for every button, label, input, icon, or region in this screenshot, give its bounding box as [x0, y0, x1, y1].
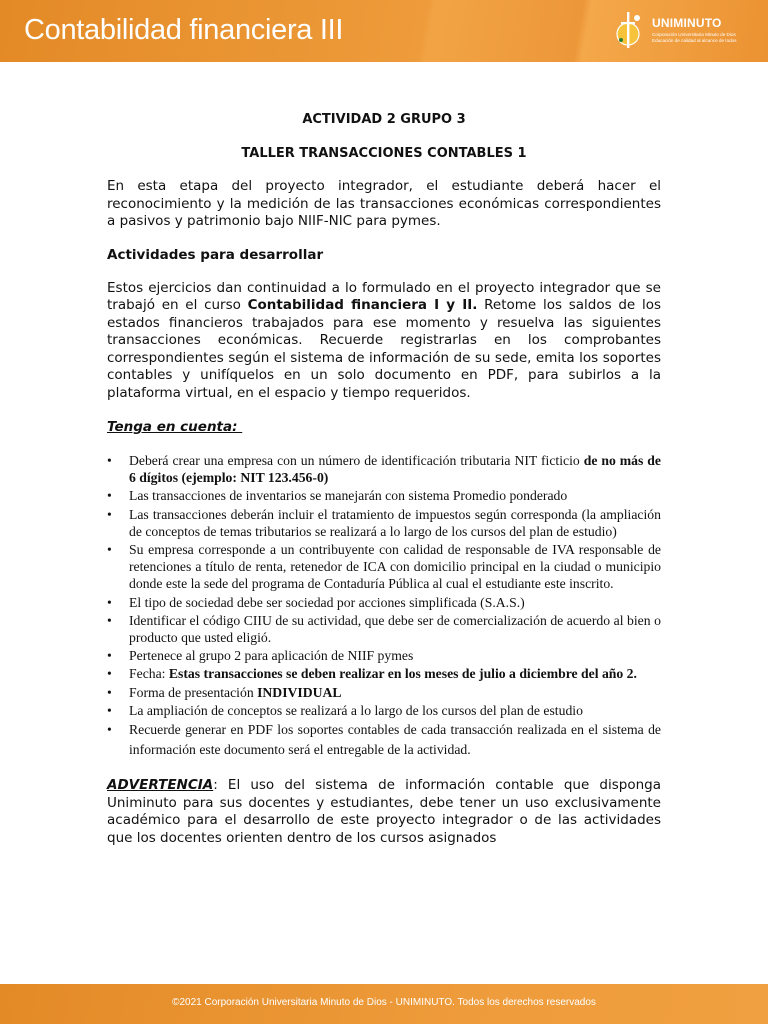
- bullet-icon: •: [107, 684, 112, 700]
- list-item: • Deberá crear una empresa con un número de identificación tributaria NIT ficticio de no más de 6 dígitos (ejemplo: NIT 123.456-0): [107, 453, 661, 486]
- logo-mark-icon: [614, 10, 648, 52]
- activities-text-b: Retome los saldos de los estados financieros trabajados para ese momento y resuelva las siguientes transacciones económicas. Recuerde registrarlas en los comprobantes correspondientes según el sistema de información de su sede, emita los soportes contables y unifíquelos en un solo documento en PDF, para subirlos a la plataforma virtual, en el espacio y tiempo requeridos.: [107, 297, 662, 401]
- requirements-list: [107, 452, 661, 760]
- bullet-icon: •: [107, 594, 112, 610]
- tenga-heading: Tenga en cuenta:: [107, 419, 243, 435]
- bullet-icon: •: [107, 666, 112, 682]
- copyright-text: ©2021 Corporación Universitaria Minuto de Dios - UNIMINUTO. Todos los derechos reservados: [172, 997, 596, 1008]
- logo-subtitle-2: Educación de calidad al alcance de todos: [652, 38, 737, 43]
- warning-label: ADVERTENCIA: [107, 777, 214, 794]
- list-item: • La ampliación de conceptos se realizará a lo largo de los cursos del plan de estudio: [107, 702, 583, 718]
- list-item: • Las transacciones deberán incluir el tratamiento de impuestos según corresponda (la ampliación de conceptos de temas tributarios se realizará a lo largo de los cursos del plan de estudio): [107, 506, 661, 539]
- document-body: [107, 110, 661, 847]
- list-item: • Fecha: Estas transacciones se deben realizar en los meses de julio a diciembre del año 2.: [107, 666, 637, 682]
- list-item: • El tipo de sociedad debe ser sociedad por acciones simplificada (S.A.S.): [107, 594, 525, 610]
- list-item: • Forma de presentación INDIVIDUAL: [107, 684, 342, 700]
- intro-paragraph: En esta etapa del proyecto integrador, el estudiante deberá hacer el reconocimiento y la medición de las transacciones económicas correspondientes a pasivos y patrimonio bajo NIIF-NIC para pymes.: [107, 178, 661, 229]
- section-title: Actividades para desarrollar: [107, 246, 324, 263]
- uniminuto-logo: [614, 10, 754, 52]
- bullet-icon: •: [107, 488, 112, 504]
- logo-name: UNIMINUTO: [652, 16, 722, 30]
- page-header: [0, 0, 768, 62]
- warning-paragraph: [107, 777, 661, 847]
- list-item: • Pertenece al grupo 2 para aplicación de NIIF pymes: [107, 648, 414, 664]
- list-item: • Su empresa corresponde a un contribuyente con calidad de responsable de IVA responsable de retenciones a título de renta, retenedor de ICA con domicilio principal en la ciudad o municipio donde este la sede del programa de Contaduría Pública al cual el estudiante este inscrito.: [107, 542, 661, 592]
- course-title: Contabilidad financiera III: [24, 14, 344, 46]
- list-item: • Las transacciones de inventarios se manejarán con sistema Promedio ponderado: [107, 488, 568, 504]
- activity-heading: ACTIVIDAD 2 GRUPO 3: [302, 112, 466, 127]
- bullet-icon: •: [107, 453, 112, 468]
- bullet-icon: •: [107, 722, 112, 738]
- page-footer: [0, 984, 768, 1024]
- list-item: • Recuerde generar en PDF los soportes contables de cada transacción realizada en el sistema de información este documento será el entregable de la actividad.: [107, 722, 661, 758]
- activities-text-a: Estos ejercicios dan continuidad a lo formulado en el proyecto integrador que se trabajó en el curso: [107, 279, 661, 313]
- workshop-heading: TALLER TRANSACCIONES CONTABLES 1: [241, 146, 527, 161]
- bullet-icon: •: [107, 506, 112, 522]
- list-item: • Identificar el código CIIU de su actividad, que debe ser de comercialización de acuerdo al bien o producto que usted eligió.: [107, 612, 661, 646]
- bullet-icon: •: [107, 648, 112, 664]
- warning-text: : El uso del sistema de información contable que disponga Uniminuto para sus docentes y estudiantes, debe tener un uso exclusivamente académico para el desarrollo de este proyecto integrador o de las actividades que los docentes orienten dentro de los cursos asignados: [107, 777, 661, 846]
- bullet-icon: •: [107, 542, 112, 558]
- bullet-icon: •: [107, 702, 112, 718]
- logo-subtitle-1: Corporación Universitaria Minuto de Dios: [652, 32, 736, 37]
- course-name-bold: Contabilidad financiera I y II.: [247, 297, 478, 313]
- bullet-icon: •: [107, 612, 112, 628]
- activities-paragraph: [107, 280, 661, 403]
